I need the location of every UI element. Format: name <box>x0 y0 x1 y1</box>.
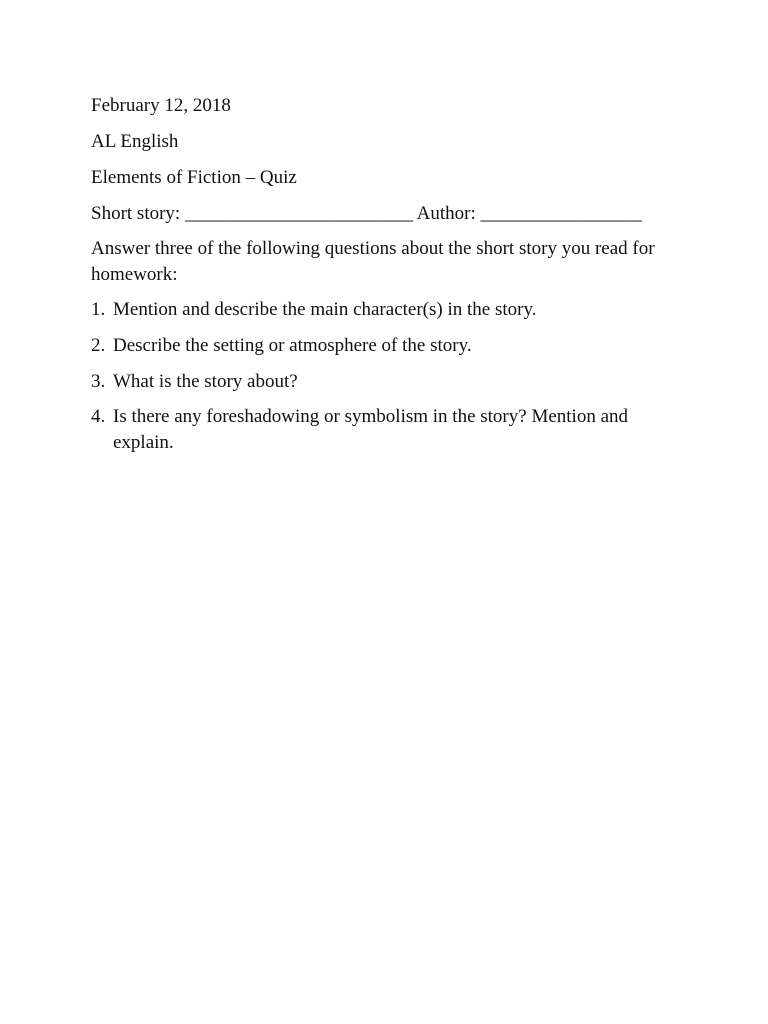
question-item <box>91 297 681 323</box>
question-item <box>91 404 681 456</box>
question-number: 1. <box>91 299 106 320</box>
question-number: 2. <box>91 335 106 356</box>
question-text: Is there any foreshadowing or symbolism in the story? Mention and explain. <box>113 406 629 453</box>
question-item <box>91 369 681 395</box>
story-author-fields: Short story: ________________________ Author: _________________ <box>91 203 643 224</box>
question-item <box>91 333 681 359</box>
question-text: What is the story about? <box>113 371 298 392</box>
question-text: Mention and describe the main character(s) in the story. <box>113 299 537 320</box>
instructions-text: Answer three of the following questions about the short story you read for homework: <box>91 238 655 285</box>
question-text: Describe the setting or atmosphere of the story. <box>113 335 472 356</box>
question-number: 3. <box>91 371 106 392</box>
question-number: 4. <box>91 406 106 427</box>
course-name: AL English <box>91 131 179 152</box>
quiz-title: Elements of Fiction – Quiz <box>91 167 297 188</box>
document-date: February 12, 2018 <box>91 95 231 116</box>
